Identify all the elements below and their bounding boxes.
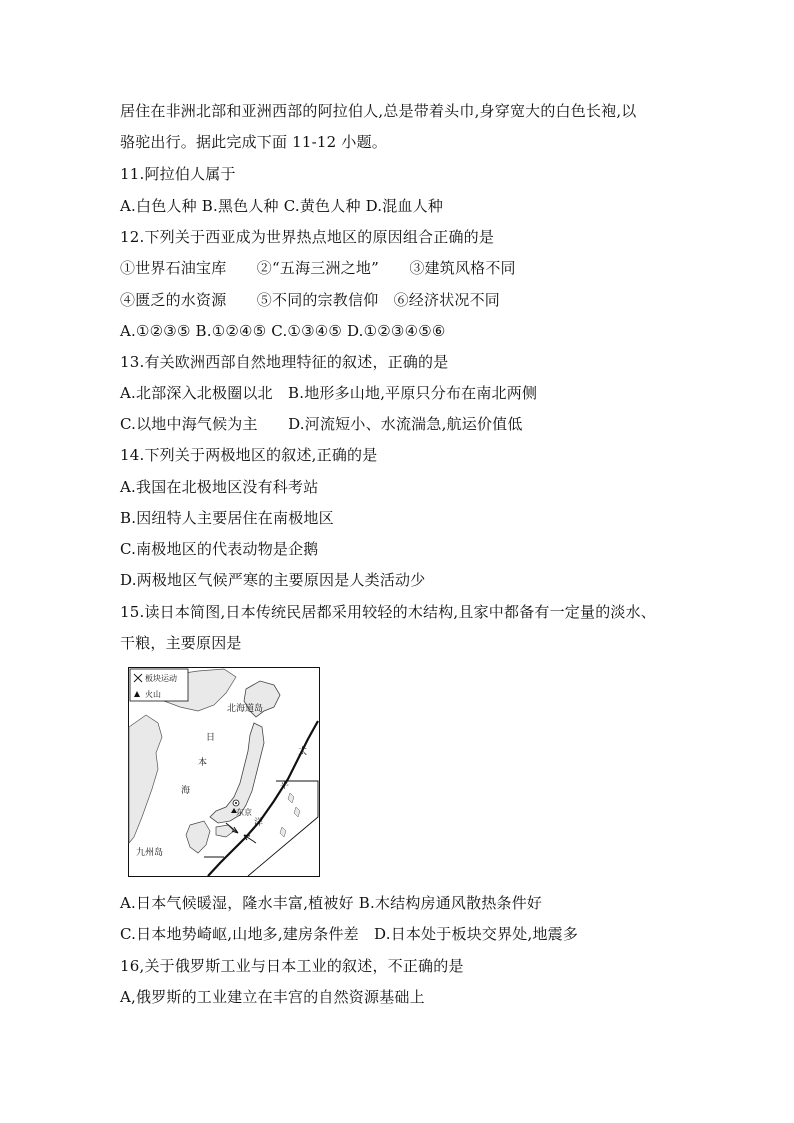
ocean-label-2: 平 (280, 781, 290, 791)
q12-items-row-2: ④匮乏的水资源 ⑤不同的宗教信仰 ⑥经济状况不同 (120, 291, 501, 309)
q16-stem: 16,关于俄罗斯工业与日本工业的叙述，不正确的是 (120, 957, 464, 975)
kyushu-label: 九州岛 (136, 848, 164, 858)
japan-map (128, 667, 320, 877)
q13-stem: 13.有关欧洲西部自然地理特征的叙述，正确的是 (120, 353, 449, 371)
intro-line-1: 居住在非洲北部和亚洲西部的阿拉伯人,总是带着头巾,身穿宽大的白色长袍,以 (120, 102, 637, 120)
legend-volcano-label: 火山 (145, 690, 161, 699)
q12-options: A.①②③⑤ B.①②④⑤ C.①③④⑤ D.①②③④⑤⑥ (120, 322, 446, 340)
q12-items-row-1: ①世界石油宝库 ②“五海三洲之地” ③建筑风格不同 (120, 259, 516, 277)
hokkaido-label: 北海道岛 (227, 704, 264, 714)
q14-option-d: D.两极地区气候严寒的主要原因是人类活动少 (120, 571, 426, 589)
q13-options-row-1: A.北部深入北极圈以北 B.地形多山地,平原只分布在南北两侧 (120, 384, 538, 402)
q15-stem-line-1: 15.读日本简图,日本传统民居都采用较轻的木结构,且家中都备有一定量的淡水、 (120, 603, 656, 621)
q15-options-row-2: C.日本地势崎岖,山地多,建房条件差 D.日本处于板块交界处,地震多 (120, 925, 579, 943)
tokyo-label: 东京 (236, 808, 252, 817)
q14-option-a: A.我国在北极地区没有科考站 (120, 478, 319, 496)
q14-option-c: C.南极地区的代表动物是企鹅 (120, 540, 319, 558)
legend-plate-label: 板块运动 (145, 674, 177, 683)
intro-line-2: 骆驼出行。据此完成下面 11-12 小题。 (120, 133, 387, 151)
q14-stem: 14.下列关于两极地区的叙述,正确的是 (120, 446, 378, 464)
ocean-label-3: 洋 (254, 818, 264, 828)
q11-stem: 11.阿拉伯人属于 (120, 165, 236, 183)
q15-stem-line-2: 干粮，主要原因是 (120, 634, 242, 652)
q12-stem: 12.下列关于西亚成为世界热点地区的原因组合正确的是 (120, 228, 495, 246)
q13-options-row-2: C.以地中海气候为主 D.河流短小、水流湍急,航运价值低 (120, 415, 523, 433)
sea-label-1: 日 (206, 733, 216, 743)
q15-options-row-1: A.日本气候暖湿，隆水丰富,植被好 B.木结构房通风散热条件好 (120, 894, 543, 912)
sea-label-3: 海 (181, 786, 191, 796)
ocean-label-1: 太 (298, 747, 308, 757)
sea-label-2: 本 (198, 758, 208, 768)
q14-option-b: B.因纽特人主要居住在南极地区 (120, 509, 334, 527)
q16-option-a: A,俄罗斯的工业建立在丰宫的自然资源基础上 (120, 988, 425, 1006)
q11-options: A.白色人种 B.黑色人种 C.黄色人种 D.混血人种 (120, 197, 444, 215)
